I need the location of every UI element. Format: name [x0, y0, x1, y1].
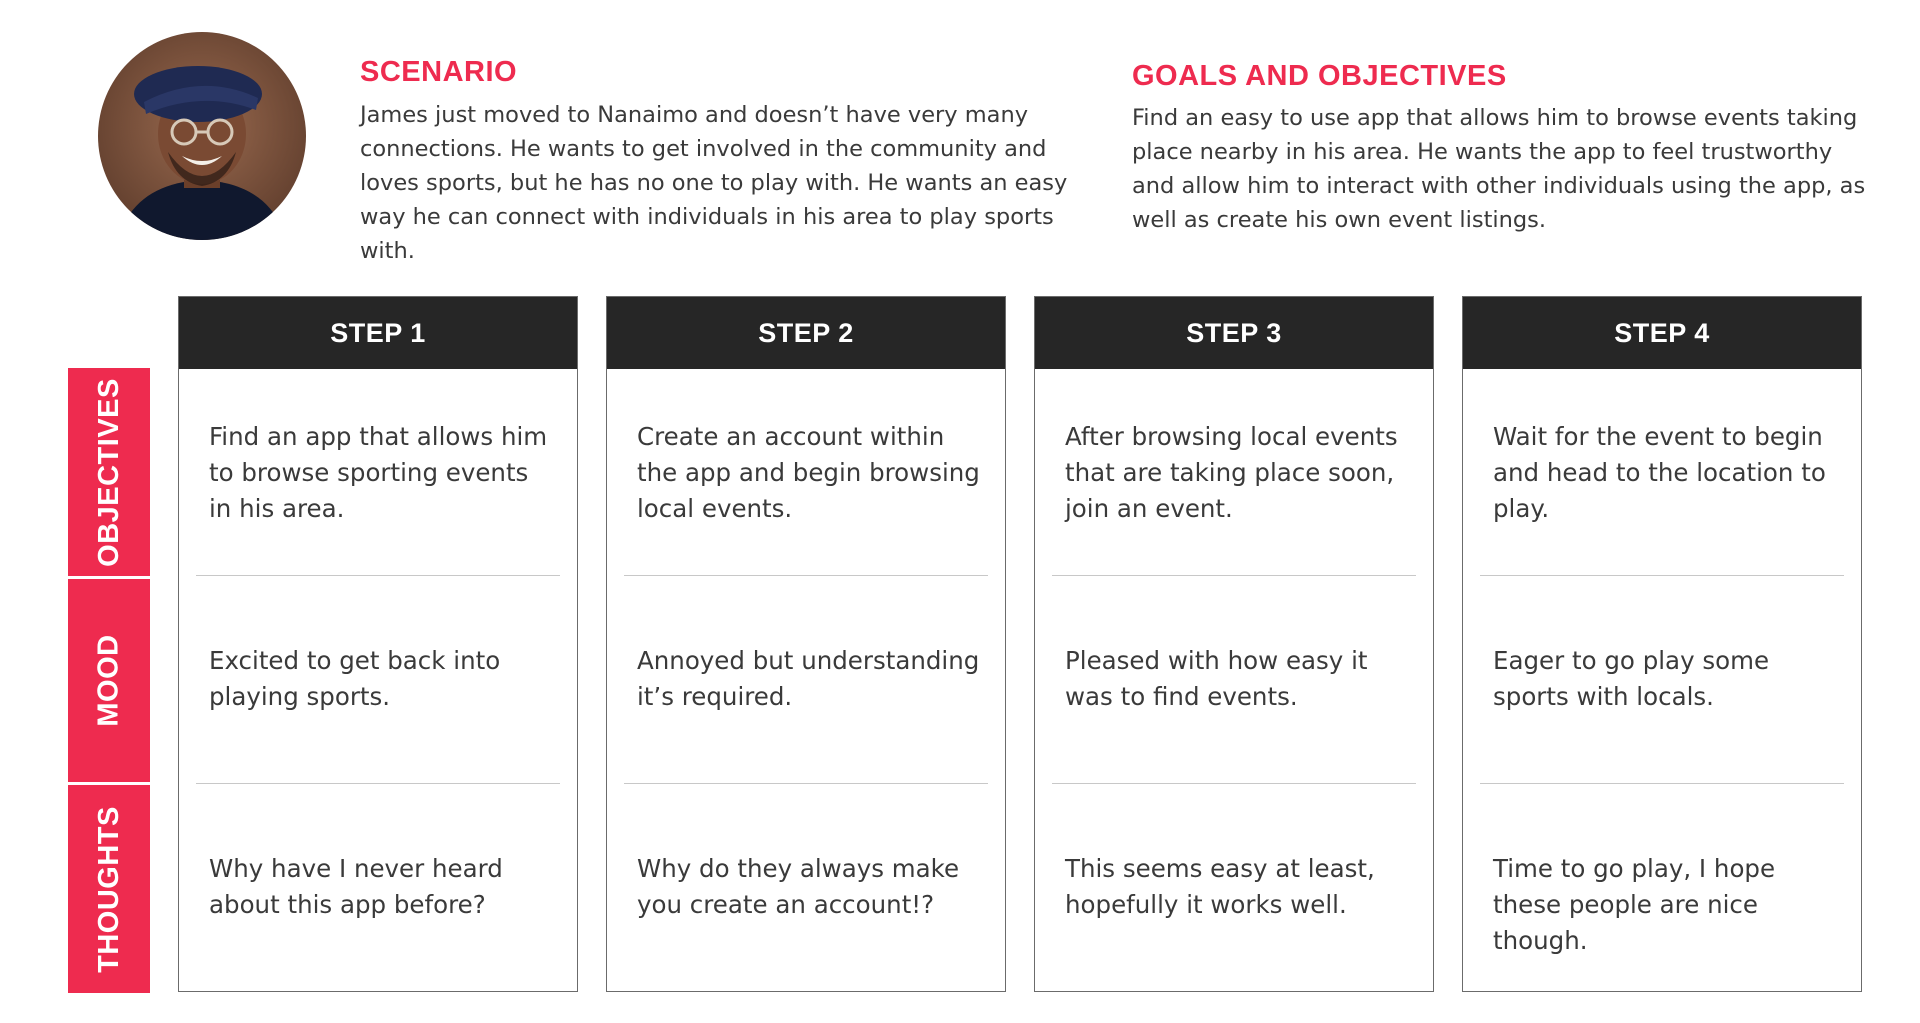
goals-title: GOALS AND OBJECTIVES — [1132, 60, 1507, 92]
row-label-mood — [68, 579, 150, 782]
step-objective: Wait for the event to begin and head to the location to play. — [1493, 422, 1826, 523]
divider — [624, 783, 988, 784]
goals-description: Find an easy to use app that allows him to browse events taking place nearby in his area. He wants the app to feel trustworthy and allow him to interact with other individuals using the app, as well as create his own event listings. — [1132, 105, 1866, 233]
step-mood: Annoyed but understanding it’s required. — [637, 646, 980, 711]
step-column-2 — [606, 296, 1006, 992]
step-header: STEP 3 — [1035, 297, 1433, 369]
row-label-objectives-text: OBJECTIVES — [92, 377, 125, 567]
step-header: STEP 4 — [1463, 297, 1861, 369]
divider — [1052, 575, 1416, 576]
row-label-objectives — [68, 368, 150, 576]
step-mood: Pleased with how easy it was to find events. — [1065, 646, 1368, 711]
divider — [196, 783, 560, 784]
step-header: STEP 2 — [607, 297, 1005, 369]
step-thought: Why do they always make you create an account!? — [637, 854, 960, 919]
scenario-title: SCENARIO — [360, 56, 518, 88]
step-thought: Why have I never heard about this app before? — [209, 854, 503, 919]
row-label-mood-text: MOOD — [92, 634, 125, 727]
step-mood: Excited to get back into playing sports. — [209, 646, 501, 711]
step-objective: After browsing local events that are taking place soon, join an event. — [1065, 422, 1398, 523]
step-objective: Find an app that allows him to browse sporting events in his area. — [209, 422, 548, 523]
step-objective: Create an account within the app and begin browsing local events. — [637, 422, 980, 523]
step-header: STEP 1 — [179, 297, 577, 369]
row-label-thoughts-text: THOUGHTS — [92, 805, 125, 973]
persona-avatar — [98, 32, 306, 240]
row-label-thoughts — [68, 785, 150, 993]
step-thought: This seems easy at least, hopefully it works well. — [1065, 854, 1375, 919]
step-column-4 — [1462, 296, 1862, 992]
divider — [1052, 783, 1416, 784]
divider — [1480, 783, 1844, 784]
step-mood: Eager to go play some sports with locals. — [1493, 646, 1770, 711]
divider — [624, 575, 988, 576]
step-column-3 — [1034, 296, 1434, 992]
divider — [196, 575, 560, 576]
step-thought: Time to go play, I hope these people are nice though. — [1493, 854, 1776, 955]
scenario-description: James just moved to Nanaimo and doesn’t have very many connections. He wants to get involved in the community and loves sports, but he has no one to play with. He wants an easy way he can connect with individuals in his area to play sports with. — [360, 102, 1068, 264]
step-column-1 — [178, 296, 578, 992]
divider — [1480, 575, 1844, 576]
